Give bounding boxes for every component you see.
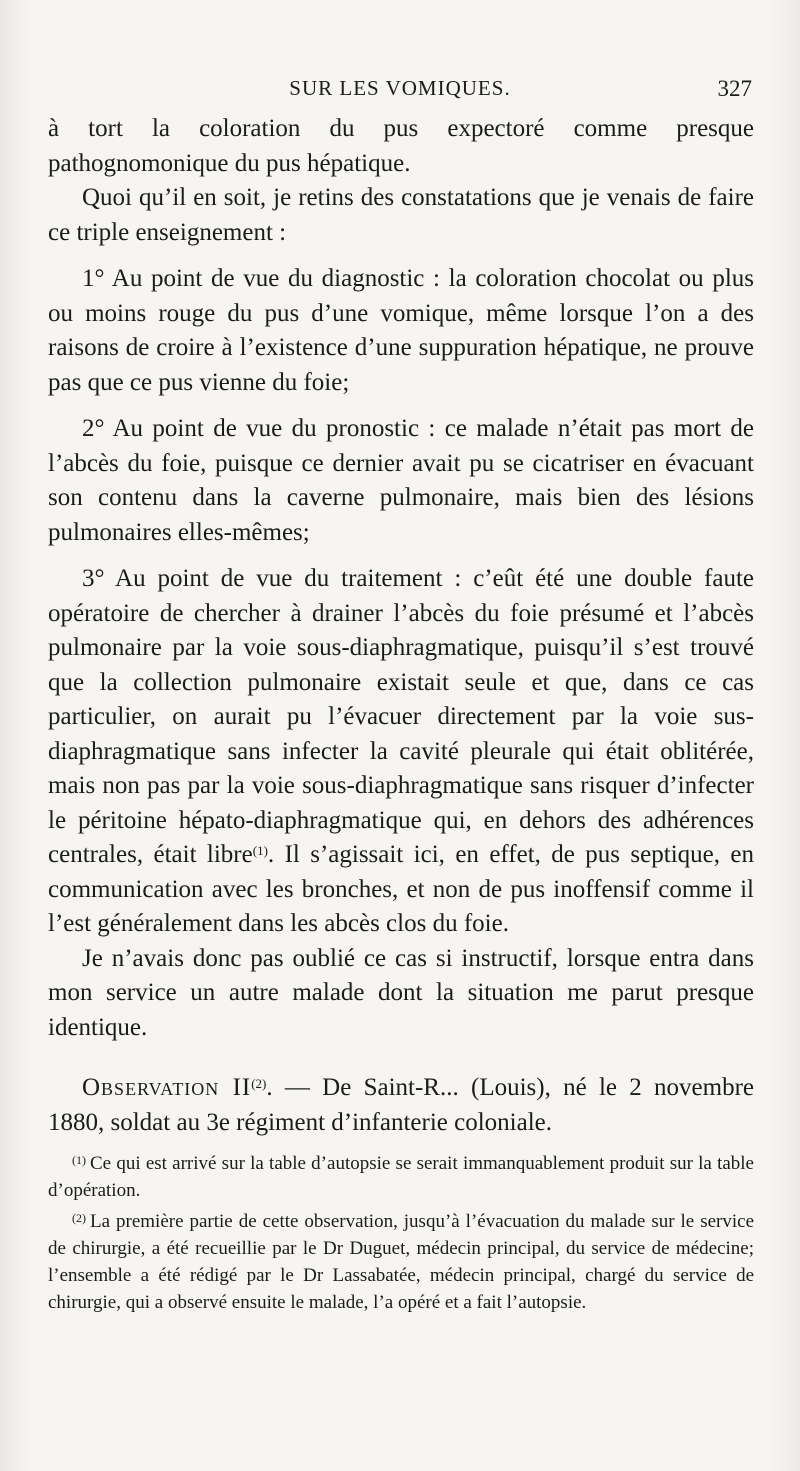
paragraph-continuation: à tort la coloration du pus expectoré comme presque pathognomonique du pus hépatique. [48, 115, 754, 177]
observation-label: Observation II [82, 1074, 252, 1101]
observation-heading [48, 1071, 754, 1140]
point-3-text: 3° Au point de vue du traitement : c’eût été une double faute opératoire de chercher à drainer l’abcès du foie présumé et l’abcès pulmonaire par la voie sous-diaphragmatique, puisqu’il s’est trouvé que la collection pulmonaire existait seule et que, dans ce cas particulier, on aurait pu l’évacuer directement par la voie sus-diaphragmatique sans infecter la cavité pleurale qui était oblitérée, mais non pas par la voie sous-diaphragmatique sans risquer d’infecter le péritoine hépato-diaphragmatique qui, en dehors des adhérences centrales, était libre [48, 565, 754, 868]
running-head: SUR LES VOMIQUES. [289, 76, 511, 100]
paragraph-transition: Je n’avais donc pas oublié ce cas si instructif, lorsque entra dans mon service un autre malade dont la situation me parut presque identique. [48, 944, 754, 1041]
paragraph-point-3 [48, 562, 754, 942]
main-text [48, 112, 754, 1140]
page-number: 327 [717, 76, 752, 101]
paragraph-point-2: 2° Au point de vue du pronostic : ce malade n’était pas mort de l’abcès du foie, puisque ce dernier avait pu se cicatriser en évacuant son contenu dans la caverne pulmonaire, mais bien des lésions pulmonaires elles-mêmes; [48, 415, 754, 546]
page-header [48, 76, 752, 106]
footnotes [48, 1150, 754, 1320]
footnote-ref-1[interactable]: (1) [252, 843, 268, 858]
footnote-2-mark: (2) [72, 1211, 86, 1225]
paragraph-point-1: 1° Au point de vue du diagnostic : la coloration chocolat ou plus ou moins rouge du pus d’une vomique, même lorsque l’on a des raisons de croire à l’existence d’une suppuration hépatique, ne prouve pas que ce pus vienne du foie; [48, 265, 754, 396]
footnote-1-text: Ce qui est arrivé sur la table d’autopsie se serait immanquablement produit sur la table d’opération. [48, 1153, 754, 1201]
observation-text: . — De Saint-R... (Louis), né le 2 novembre 1880, soldat au 3e régiment d’infanterie coloniale. [48, 1074, 754, 1136]
footnote-ref-2[interactable]: (2) [251, 1076, 267, 1091]
footnote-1 [48, 1150, 754, 1204]
footnote-1-mark: (1) [72, 1153, 86, 1167]
footnote-2-text: La première partie de cette observation, jusqu’à l’évacuation du malade sur le service de chirurgie, a été recueillie par le Dr Duguet, médecin principal, du service de médecine; l’ensemble a été rédigé par le Dr Lassabatée, médecin principal, chargé du service de chirurgie, qui a observé ensuite le malade, l’a opéré et a fait l’autopsie. [48, 1211, 754, 1313]
footnote-2 [48, 1208, 754, 1316]
point-3-end: . [267, 841, 275, 868]
paragraph-intro: Quoi qu’il en soit, je retins des constatations que je venais de faire ce triple enseignement : [48, 184, 754, 246]
point-3-continuation: Il s’agissait ici, en effet, de pus septique, en communication avec les bronches, et non de pus inoffensif comme il l’est généralement dans les abcès clos du foie. [48, 841, 754, 937]
